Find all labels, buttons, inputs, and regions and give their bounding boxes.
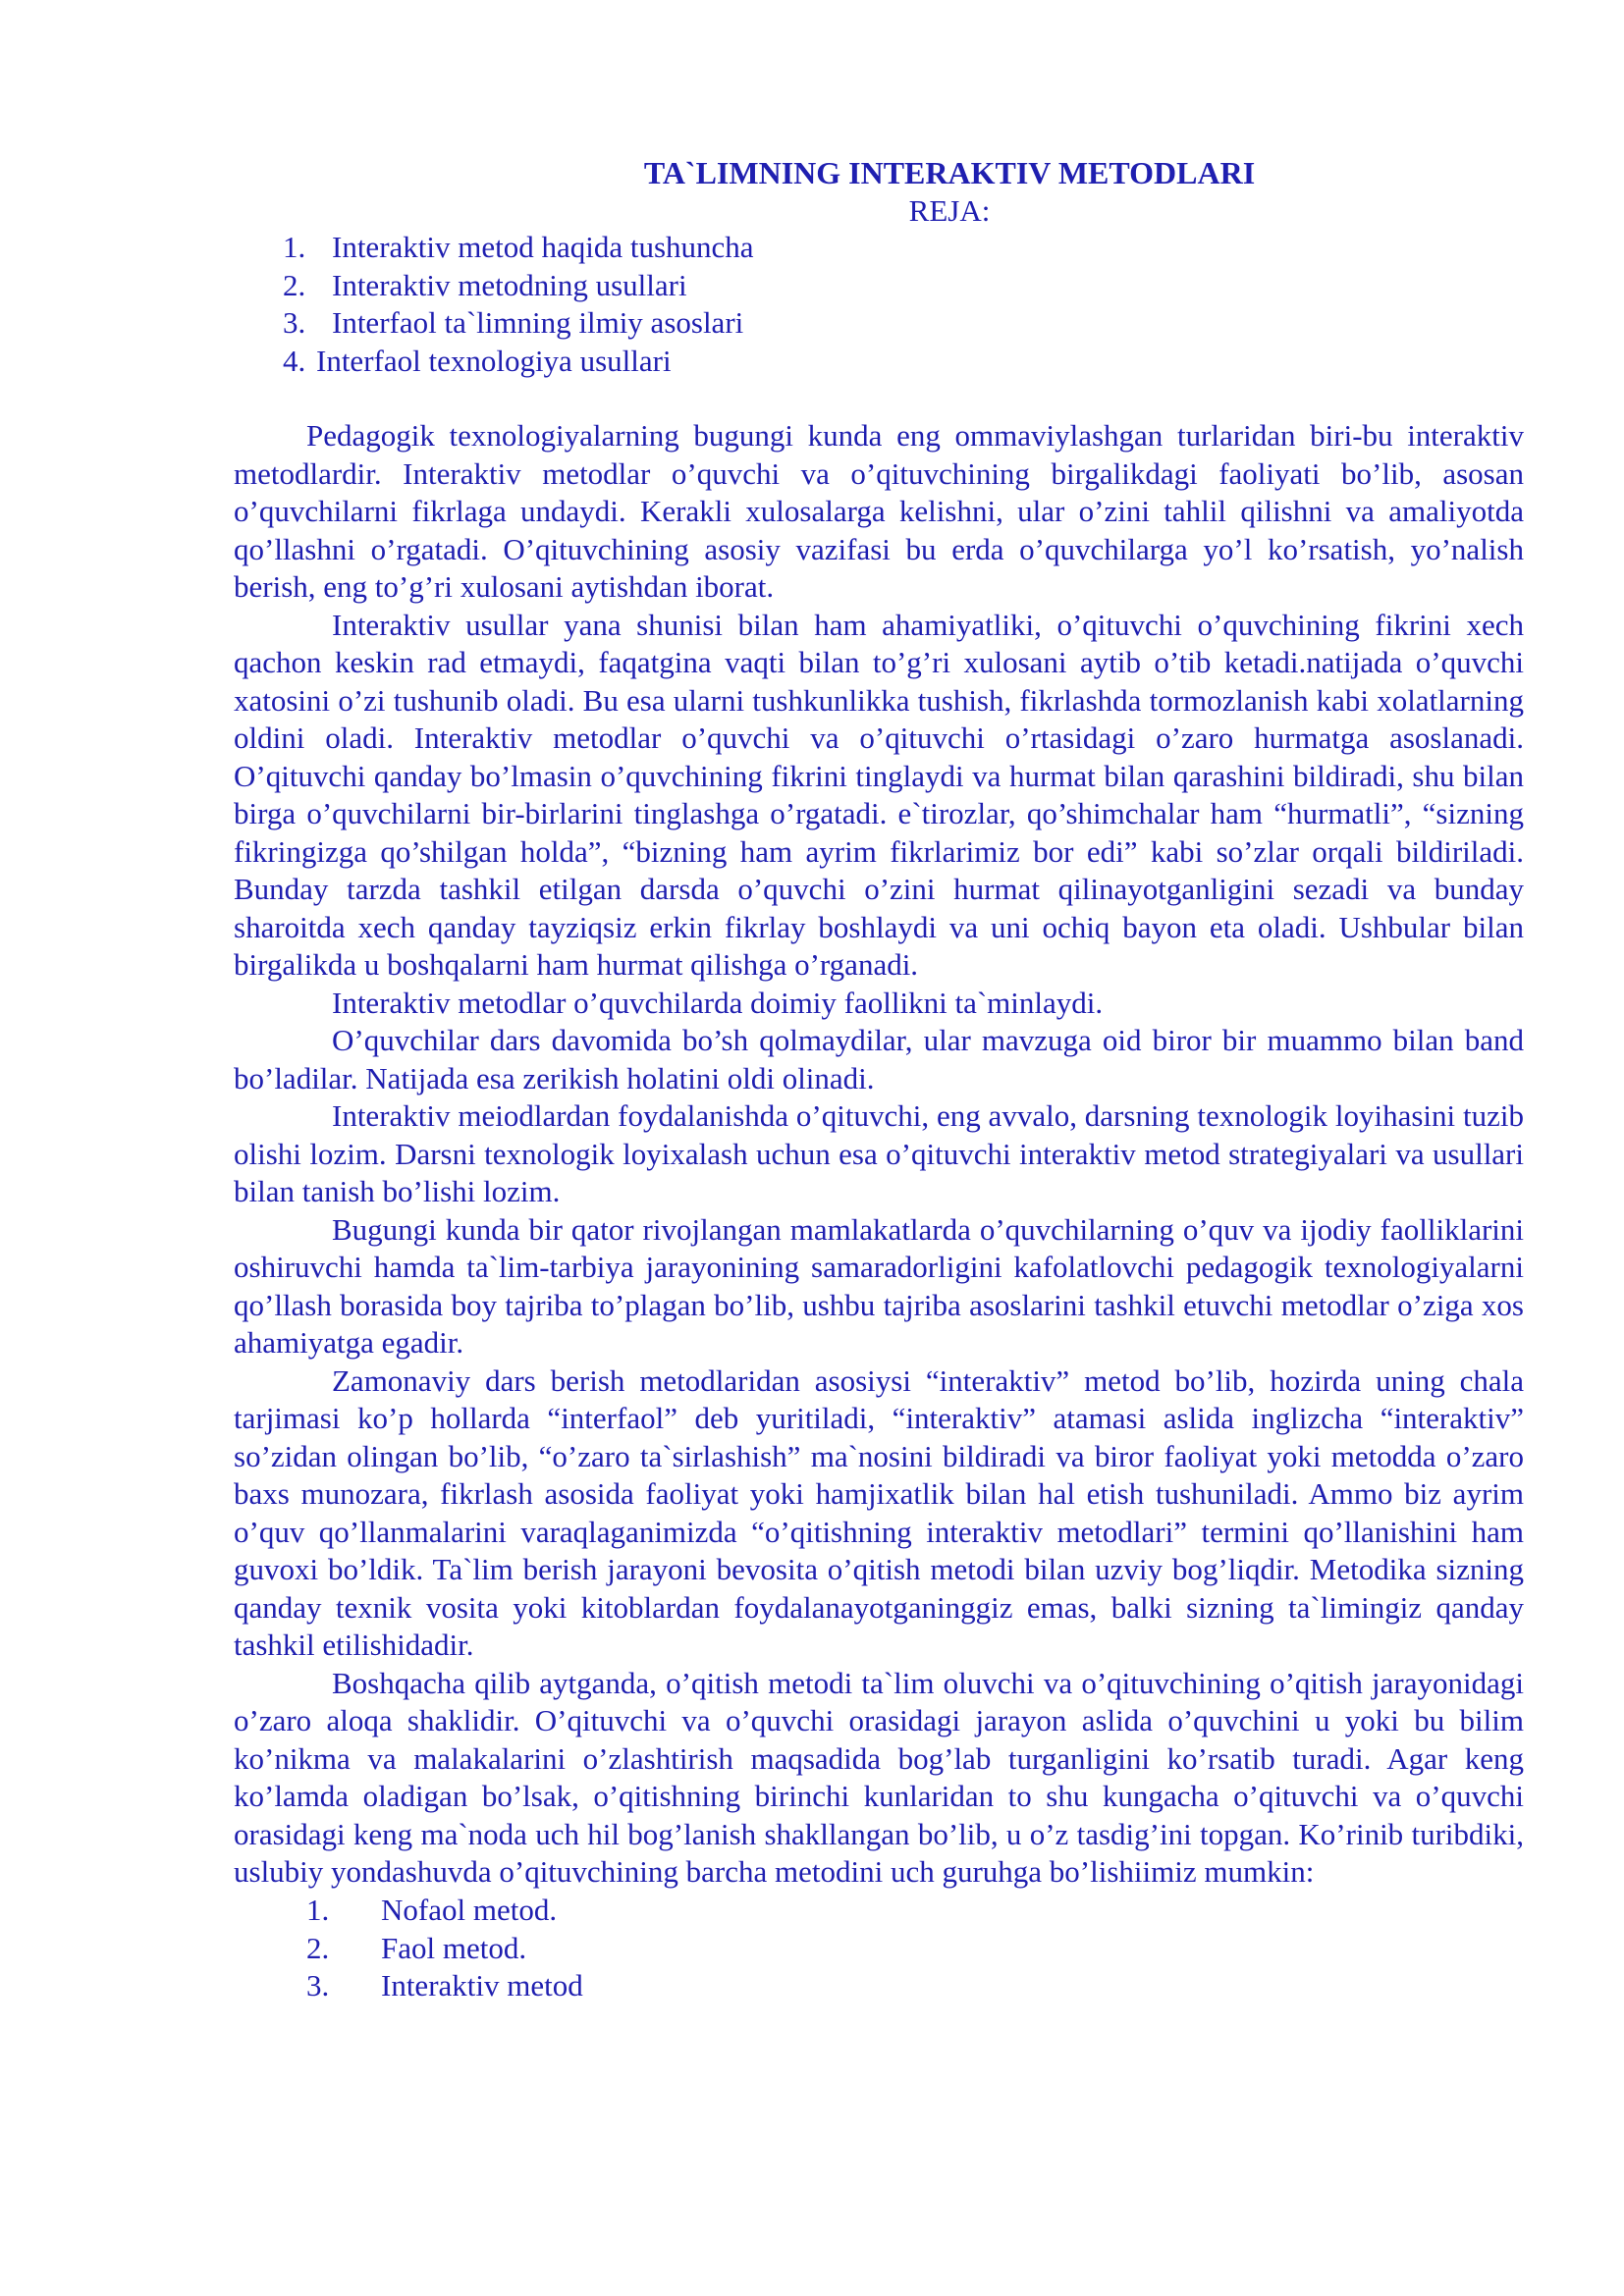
plan-list: [283, 229, 754, 380]
method-item-text: Interaktiv metod: [381, 1968, 583, 2002]
document-title: TA`LIMNING INTERAKTIV METODLARI: [643, 155, 1256, 190]
paragraph: Bugungi kunda bir qator rivojlangan mamlakatlarda o’quvchilarning o’quv va ijodiy faolliklarini oshiruvchi hamda ta`lim-tarbiya jarayonining samaradorligini kafolatlovchi pedagogik texnologiyalarni qo’llash borasida boy tajriba to’plagan bo’lib, ushbu tajriba asoslarini tashkil etuvchi metodlar o’ziga xos ahamiyatga egadir.: [234, 1211, 1524, 1360]
paragraph: Interaktiv usullar yana shunisi bilan ham ahamiyatliki, o’qituvchi o’quvchining fikrini xech qachon keskin rad etmaydi, faqatgina vaqti bilan to’g’ri xulosani aytib o’tib ketadi.natijada o’quvchi xatosini o’zi tushunib oladi. Bu esa ularni tushkunlikka tushish, fikrlashda tormozlanish kabi xolatlarning oldini oladi. Interaktiv metodlar o’quvchi va o’qituvchi o’rtasidagi o’zaro hurmatga asoslanadi. O’qituvchi qanday bo’lmasin o’quvchining fikrini tinglaydi va hurmat bilan qarashini bildiradi, shu bilan birga o’quvchilarni bir-birlarini tinglashga o’rgatadi. e`tirozlar, qo’shimchalar ham “hurmatli”, “sizning fikringizga qo’shilgan holda”, “bizning ham ayrim fikrlarimiz bor edi” kabi so’zlar orqali bildiriladi. Bunday tarzda tashkil etilgan darsda o’quvchi o’zini hurmat qilinayotganligini sezadi va bunday sharoitda xech qanday tayziqsiz erkin fikrlay boshlaydi va uni ochiq bayon eta oladi. Ushbular bilan birgalikda u boshqalarni ham hurmat qilishga o’rganadi.: [234, 607, 1524, 982]
plan-item-text: Interfaol ta`limning ilmiy asoslari: [332, 305, 744, 340]
plan-item: [283, 267, 754, 305]
method-item-text: Faol metod.: [381, 1930, 527, 1965]
method-item: [306, 1967, 583, 2005]
paragraph: Interaktiv metodlar o’quvchilarda doimiy faollikni ta`minlaydi.: [332, 985, 1104, 1020]
methods-list: [306, 1892, 583, 2005]
method-item-number: 1.: [306, 1893, 330, 1927]
plan-item-number: 1.: [283, 230, 306, 264]
plan-item-number: 4.: [283, 343, 306, 378]
plan-item: [283, 304, 754, 343]
method-item-number: 3.: [306, 1968, 330, 2002]
method-item-number: 2.: [306, 1930, 330, 1965]
document-body: [234, 417, 1524, 1892]
paragraph: O’quvchilar dars davomida bo’sh qolmaydilar, ular mavzuga oid biror bir muammo bilan band bo’ladilar. Natijada esa zerikish holatini oldi olinadi.: [234, 1023, 1524, 1095]
plan-item: [283, 343, 754, 381]
method-item: [306, 1930, 583, 1968]
plan-item-number: 3.: [283, 305, 306, 340]
paragraph: Pedagogik texnologiyalarning bugungi kunda eng ommaviylashgan turlaridan biri-bu interaktiv metodlardir. Interaktiv metodlar o’quvchi va o’qituvchining birgalikdagi faoliyati bo’lib, asosan o’quvchilarni fikrlaga undaydi. Kerakli xulosalarga kelishni, ular o’zini tahlil qilishni va amaliyotda qo’llashni o’rgatadi. O’qituvchining asosiy vazifasi bu erda o’quvchilarga yo’l ko’rsatish, yo’nalish berish, eng to’g’ri xulosani aytishdan iborat.: [234, 418, 1524, 604]
paragraph: Interaktiv meiodlardan foydalanishda o’qituvchi, eng avvalo, darsning texnologik loyihasini tuzib olishi lozim. Darsni texnologik loyixalash uchun esa o’qituvchi interaktiv metod strategiyalari va usullari bilan tanish bo’lishi lozim.: [234, 1098, 1524, 1208]
plan-item-number: 2.: [283, 267, 306, 302]
plan-item-text: Interaktiv metod haqida tushuncha: [332, 230, 754, 264]
plan-item-text: Interaktiv metodning usullari: [332, 267, 687, 302]
plan-item: [283, 229, 754, 267]
method-item-text: Nofaol metod.: [381, 1893, 558, 1927]
plan-heading: REJA:: [908, 193, 991, 228]
paragraph: Boshqacha qilib aytganda, o’qitish metodi ta`lim oluvchi va o’qituvchining o’qitish jarayonidagi o’zaro aloqa shaklidir. O’qituvchi va o’quvchi orasidagi jarayon aslida o’quvchini u yoki bu bilim ko’nikma va malakalarini o’zlashtirish maqsadida bog’lab turganligini ko’rsatib turadi. Agar keng ko’lamda oladigan bo’lsak, o’qitishning birinchi kunlaridan to shu kungacha o’qituvchi va o’quvchi orasidagi keng ma`noda uch hil bog’lanish shakllangan bo’lib, u o’z tasdig’ini topgan. Ko’rinib turibdiki, uslubiy yondashuvda o’qituvchining barcha metodini uch guruhga bo’lishiimiz mumkin:: [234, 1665, 1524, 1889]
method-item: [306, 1892, 583, 1930]
paragraph: Zamonaviy dars berish metodlaridan asosiysi “interaktiv” metod bo’lib, hozirda uning chala tarjimasi ko’p hollarda “interfaol” deb yuritiladi, “interaktiv” atamasi aslida inglizcha “interaktiv” so’zidan olingan bo’lib, “o’zaro ta`sirlashish” ma`nosini bildiradi va biror faoliyat yoki metodda o’zaro baxs munozara, fikrlash asosida faoliyat yoki hamjixatlik bilan hal etish tushuniladi. Ammo biz ayrim o’quv qo’llanmalarini varaqlaganimizda “o’qitishning interaktiv metodlari” termini qo’llanishini ham guvoxi bo’ldik. Ta`lim berish jarayoni bevosita o’qitish metodi bilan uzviy bog’liqdir. Metodika sizning qanday texnik vosita yoki kitoblardan foydalanayotganinggiz emas, balki sizning ta`limingiz qanday tashkil etilishidadir.: [234, 1362, 1524, 1662]
plan-item-text: Interfaol texnologiya usullari: [316, 343, 672, 378]
